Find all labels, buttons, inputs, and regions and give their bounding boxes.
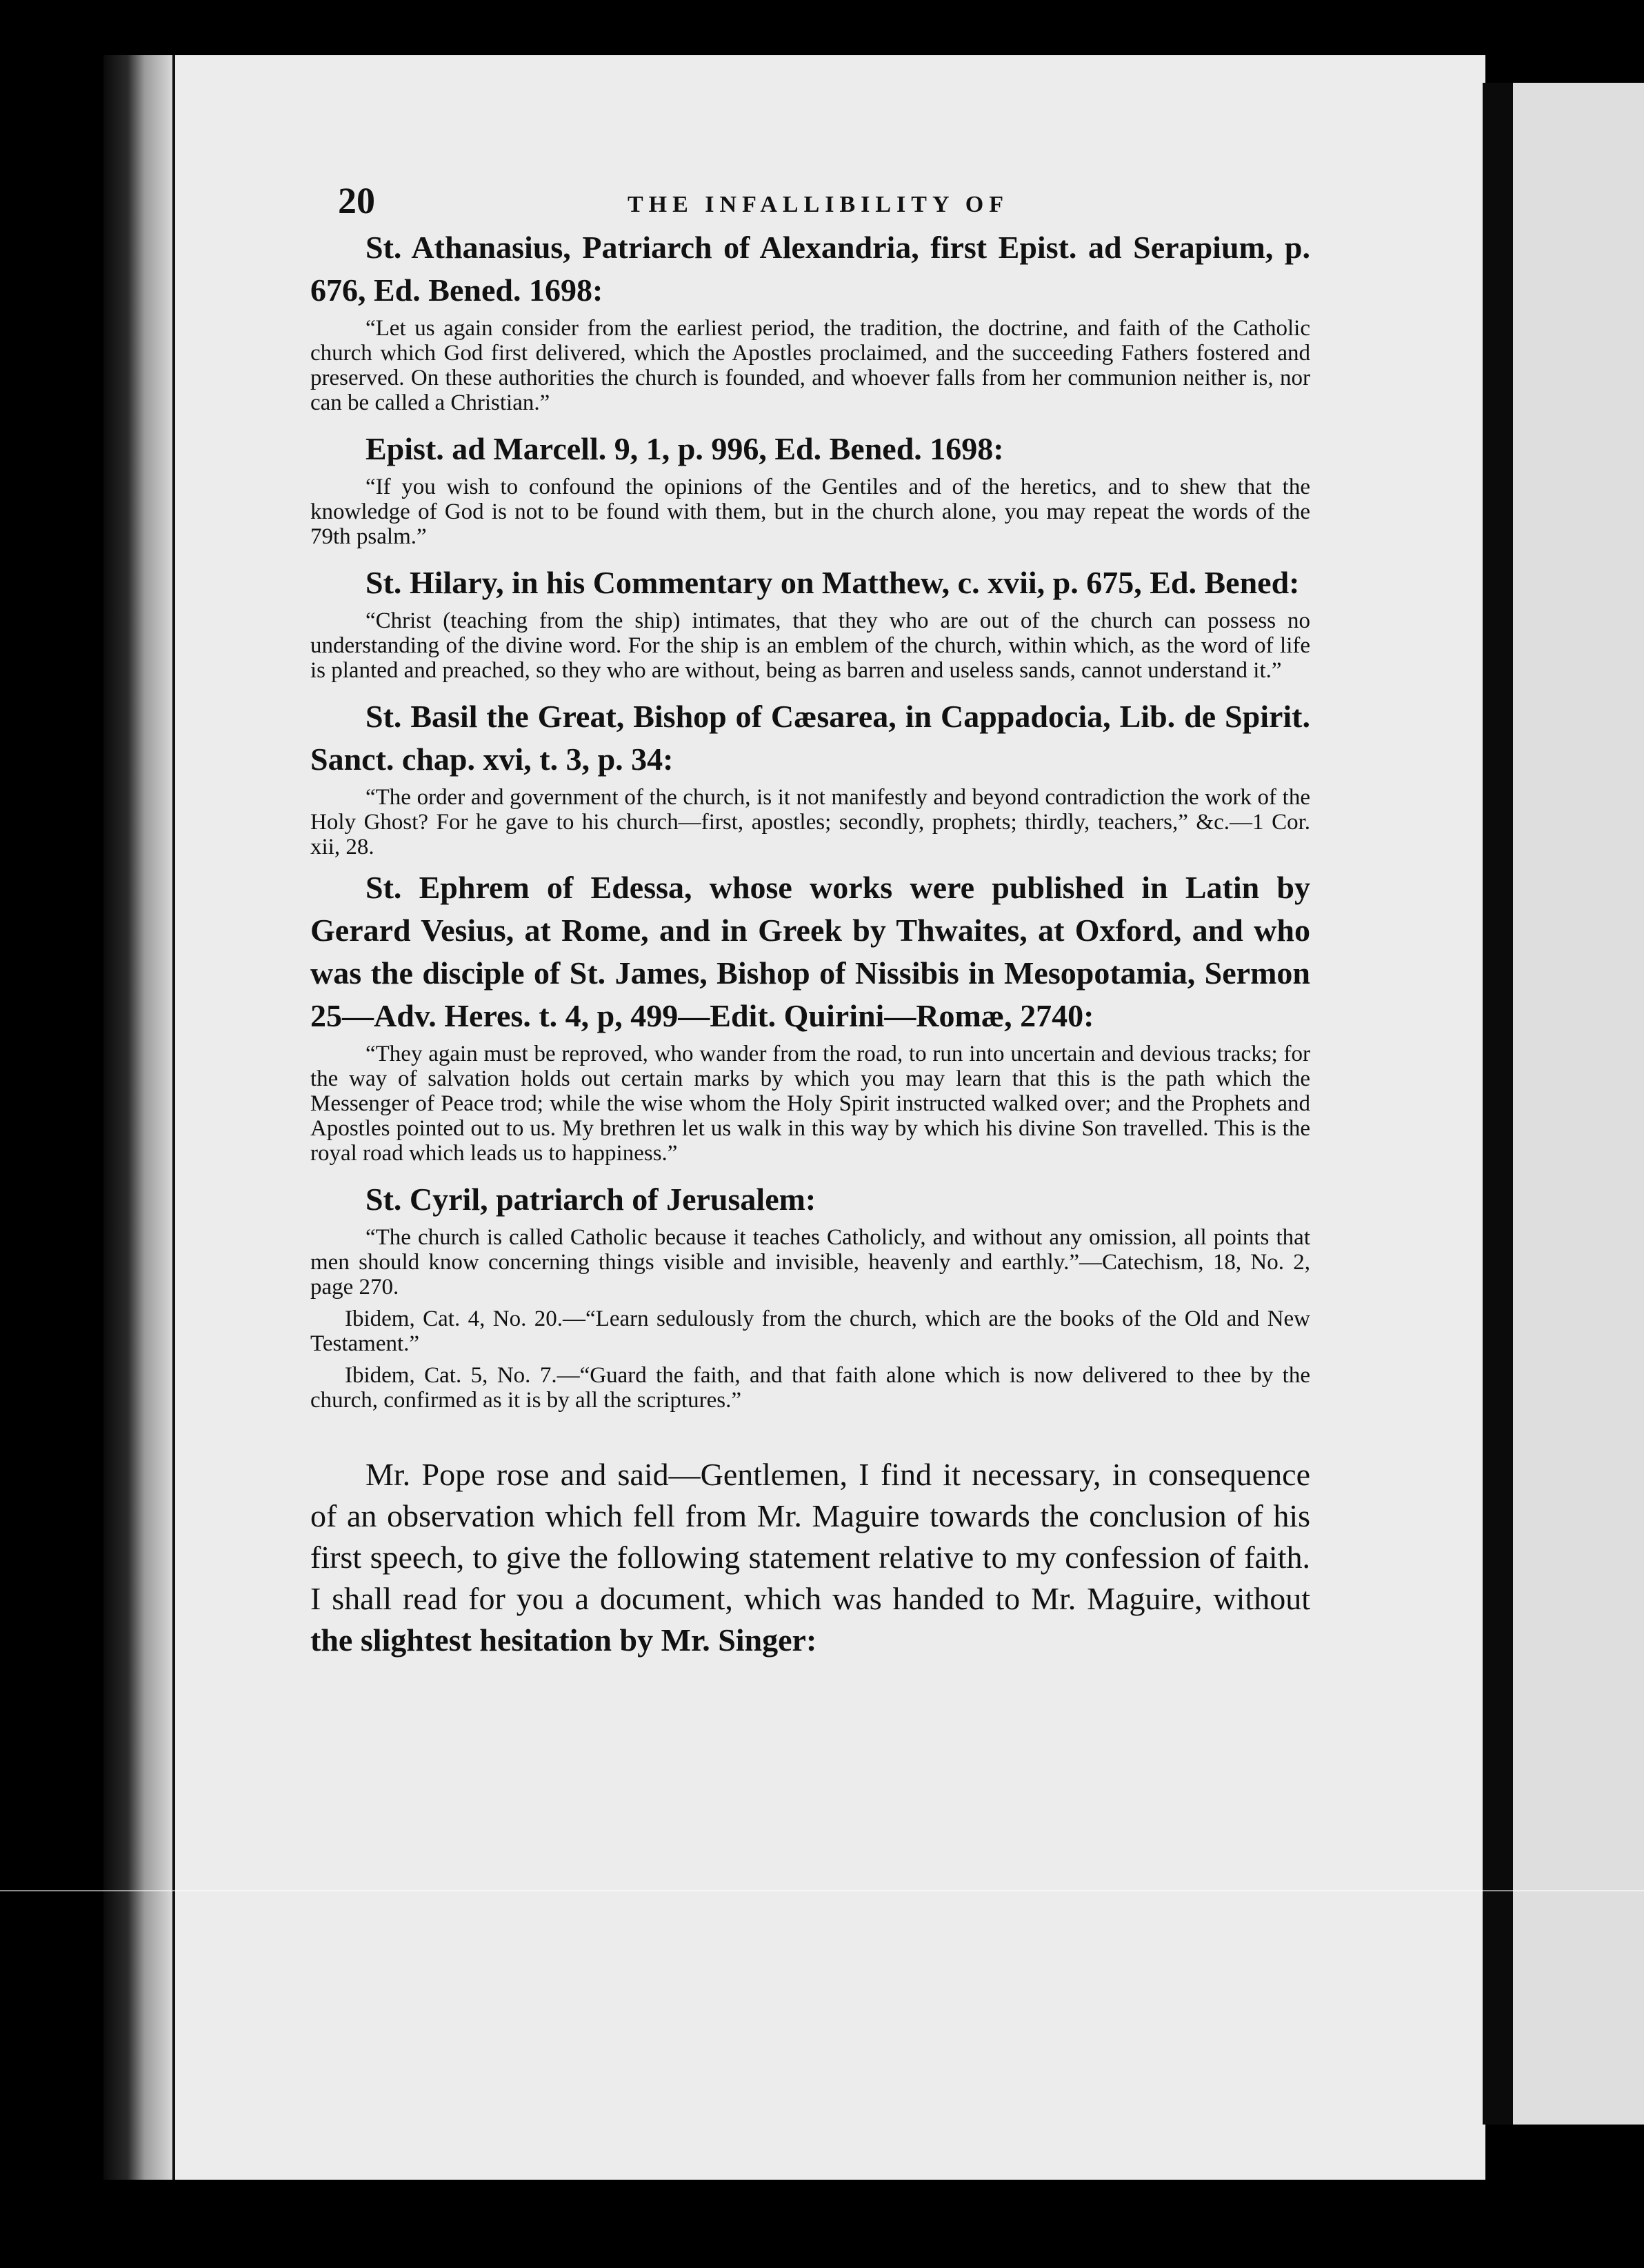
- facing-page: [1513, 83, 1644, 2125]
- closing-paragraph: [310, 1454, 1310, 1661]
- closing-bold-tail: the slightest hesitation by Mr. Singer:: [310, 1622, 817, 1658]
- quote-cyril-ibidem-2: Ibidem, Cat. 5, No. 7.—“Guard the faith, and that faith alone which is now delivered to thee by the church, confirmed as it is by all the scriptures.”: [310, 1363, 1310, 1413]
- page-content: [310, 179, 1310, 1661]
- page-number: 20: [338, 180, 375, 221]
- book-spine: [103, 55, 172, 2180]
- section-heading-hilary: St. Hilary, in his Commentary on Matthew, c. xvii, p. 675, Ed. Bened:: [365, 565, 1300, 600]
- closing-text: Mr. Pope rose and said—Gentlemen, I find it necessary, in consequence of an observation which fell from Mr. Maguire towards the conclusion of his first speech, to give the following statement relative to my confession of faith. I shall read for you a document, which was handed to Mr. Maguire, without: [310, 1457, 1310, 1616]
- running-head-title: THE INFALLIBILITY OF: [628, 192, 1009, 217]
- quote-basil: “The order and government of the church, is it not manifestly and beyond contradiction the work of the Holy Ghost? For he gave to his church—first, apostles; secondly, prophets; thirdly, teachers,” &c.—1 Cor. xii, 28.: [310, 785, 1310, 859]
- quote-marcell: “If you wish to confound the opinions of the Gentiles and of the heretics, and to shew that the knowledge of God is not to be found with them, but in the church alone, you may repeat the words of the 79th psalm.”: [310, 475, 1310, 549]
- quote-athanasius: “Let us again consider from the earliest period, the tradition, the doctrine, and faith of the Catholic church which God first delivered, which the Apostles proclaimed, and the succeeding Fathers fostered and preserved. On these authorities the church is founded, and whoever falls from her communion neither is, nor can be called a Christian.”: [310, 316, 1310, 415]
- section-heading-cyril: St. Cyril, patriarch of Jerusalem:: [365, 1182, 816, 1217]
- section-heading-athanasius: St. Athanasius, Patriarch of Alexandria, first Epist. ad Serapium, p. 676, Ed. Bened. 1698:: [310, 230, 1310, 308]
- quote-cyril: “The church is called Catholic because it teaches Catholicly, and without any omission, all points that men should know concerning things visible and invisible, heavenly and earthly.”—Catechism, 18, No. 2, page 270.: [310, 1225, 1310, 1300]
- running-head: [310, 179, 1310, 221]
- quote-ephrem: “They again must be reproved, who wander from the road, to run into uncertain and devious tracks; for the way of salvation holds out certain marks by which you may learn that this is the path which the Messenger of Peace trod; while the wise whom the Holy Spirit instructed walked over; and the Prophets and Apostles pointed out to us. My brethren let us walk in this way by which his divine Son travelled. This is the royal road which leads us to happiness.”: [310, 1042, 1310, 1166]
- quote-hilary: “Christ (teaching from the ship) intimates, that they who are out of the church can possess no understanding of the divine word. For the ship is an emblem of the church, within which, as the word of life is planted and preached, so they who are without, being as barren and useless sands, cannot understand it.”: [310, 608, 1310, 683]
- section-heading-basil: St. Basil the Great, Bishop of Cæsarea, in Cappadocia, Lib. de Spirit. Sanct. chap. xvi, t. 3, p. 34:: [310, 699, 1310, 777]
- scan-artifact-line: [0, 1890, 1644, 1891]
- page-edge: [1483, 83, 1513, 2125]
- quote-cyril-ibidem-1: Ibidem, Cat. 4, No. 20.—“Learn sedulously from the church, which are the books of the Old and New Testament.”: [310, 1306, 1310, 1356]
- section-heading-ephrem: St. Ephrem of Edessa, whose works were published in Latin by Gerard Vesius, at Rome, and in Greek by Thwaites, at Oxford, and who was the disciple of St. James, Bishop of Nissibis in Mesopotamia, Sermon 25—Adv. Heres. t. 4, p, 499—Edit. Quirini—Romæ, 2740:: [310, 870, 1310, 1033]
- section-heading-marcell: Epist. ad Marcell. 9, 1, p. 996, Ed. Bened. 1698:: [365, 431, 1004, 466]
